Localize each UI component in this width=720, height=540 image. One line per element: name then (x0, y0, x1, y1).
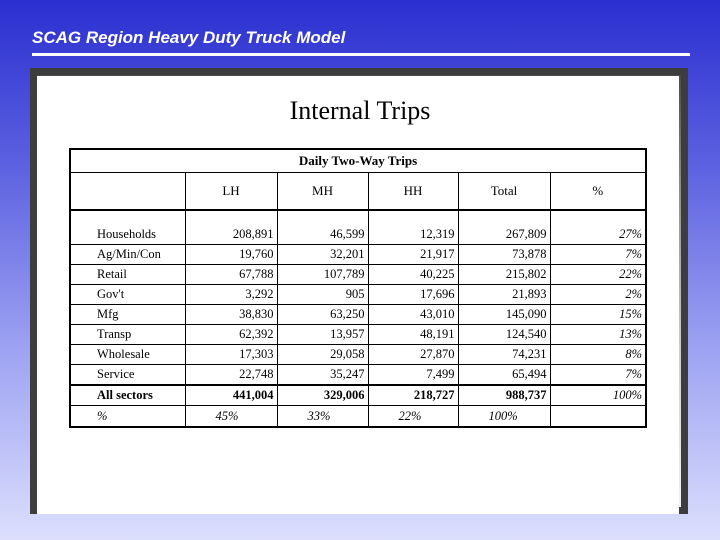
share-hh: 22% (368, 406, 458, 428)
table-row (70, 325, 646, 345)
row-label: Transp (70, 325, 185, 345)
cell-total: 215,802 (458, 265, 550, 285)
cell-lh: 62,392 (185, 325, 277, 345)
table-row (70, 225, 646, 245)
column-header-lh: LH (185, 173, 277, 211)
cell-lh: 441,004 (185, 385, 277, 406)
column-header-mh: MH (277, 173, 368, 211)
row-label: Retail (70, 265, 185, 285)
cell-total: 73,878 (458, 245, 550, 265)
cell-percent: 100% (550, 385, 646, 406)
cell-hh: 7,499 (368, 365, 458, 386)
cell-mh: 46,599 (277, 225, 368, 245)
cell-total: 124,540 (458, 325, 550, 345)
table-row (70, 285, 646, 305)
row-label: Ag/Min/Con (70, 245, 185, 265)
trips-table (69, 148, 647, 428)
row-label: % (70, 406, 185, 428)
cell-lh: 3,292 (185, 285, 277, 305)
cell-total: 145,090 (458, 305, 550, 325)
column-header-total: Total (458, 173, 550, 211)
cell-percent: 15% (550, 305, 646, 325)
cell-percent: 2% (550, 285, 646, 305)
cell-total: 988,737 (458, 385, 550, 406)
cell-hh: 21,917 (368, 245, 458, 265)
cell-lh: 38,830 (185, 305, 277, 325)
table-caption: Daily Two-Way Trips (70, 149, 646, 173)
cell-total: 65,494 (458, 365, 550, 386)
cell-percent: 13% (550, 325, 646, 345)
cell-percent: 8% (550, 345, 646, 365)
row-label: All sectors (70, 385, 185, 406)
cell-hh: 17,696 (368, 285, 458, 305)
cell-total: 267,809 (458, 225, 550, 245)
table-row (70, 245, 646, 265)
cell-percent: 27% (550, 225, 646, 245)
cell-mh: 29,058 (277, 345, 368, 365)
table-total-row (70, 385, 646, 406)
cell-percent: 7% (550, 245, 646, 265)
title-underline (32, 53, 690, 56)
cell-mh: 63,250 (277, 305, 368, 325)
table-row (70, 265, 646, 285)
cell-mh: 905 (277, 285, 368, 305)
share-total: 100% (458, 406, 550, 428)
table-row (70, 305, 646, 325)
row-label: Gov't (70, 285, 185, 305)
cell-percent: 22% (550, 265, 646, 285)
share-percent (550, 406, 646, 428)
column-header-percent: % (550, 173, 646, 211)
cell-hh: 48,191 (368, 325, 458, 345)
cell-percent: 7% (550, 365, 646, 386)
table-spacer-row (70, 210, 646, 225)
row-label: Wholesale (70, 345, 185, 365)
cell-mh: 35,247 (277, 365, 368, 386)
cell-hh: 218,727 (368, 385, 458, 406)
slide-title: SCAG Region Heavy Duty Truck Model (32, 28, 346, 47)
cell-hh: 12,319 (368, 225, 458, 245)
cell-mh: 329,006 (277, 385, 368, 406)
cell-hh: 43,010 (368, 305, 458, 325)
cell-mh: 32,201 (277, 245, 368, 265)
table-row (70, 365, 646, 386)
cell-hh: 40,225 (368, 265, 458, 285)
share-mh: 33% (277, 406, 368, 428)
share-lh: 45% (185, 406, 277, 428)
cell-lh: 17,303 (185, 345, 277, 365)
table-row (70, 345, 646, 365)
document-title: Internal Trips (289, 96, 431, 125)
cell-total: 21,893 (458, 285, 550, 305)
cell-mh: 107,789 (277, 265, 368, 285)
cell-lh: 22,748 (185, 365, 277, 386)
column-header-hh: HH (368, 173, 458, 211)
table-header-row (70, 173, 646, 211)
table-share-row (70, 406, 646, 428)
cell-lh: 19,760 (185, 245, 277, 265)
table-body (70, 225, 646, 385)
cell-lh: 67,788 (185, 265, 277, 285)
cell-hh: 27,870 (368, 345, 458, 365)
column-header (70, 173, 185, 211)
row-label: Mfg (70, 305, 185, 325)
cell-total: 74,231 (458, 345, 550, 365)
cell-lh: 208,891 (185, 225, 277, 245)
row-label: Households (70, 225, 185, 245)
cell-mh: 13,957 (277, 325, 368, 345)
row-label: Service (70, 365, 185, 386)
